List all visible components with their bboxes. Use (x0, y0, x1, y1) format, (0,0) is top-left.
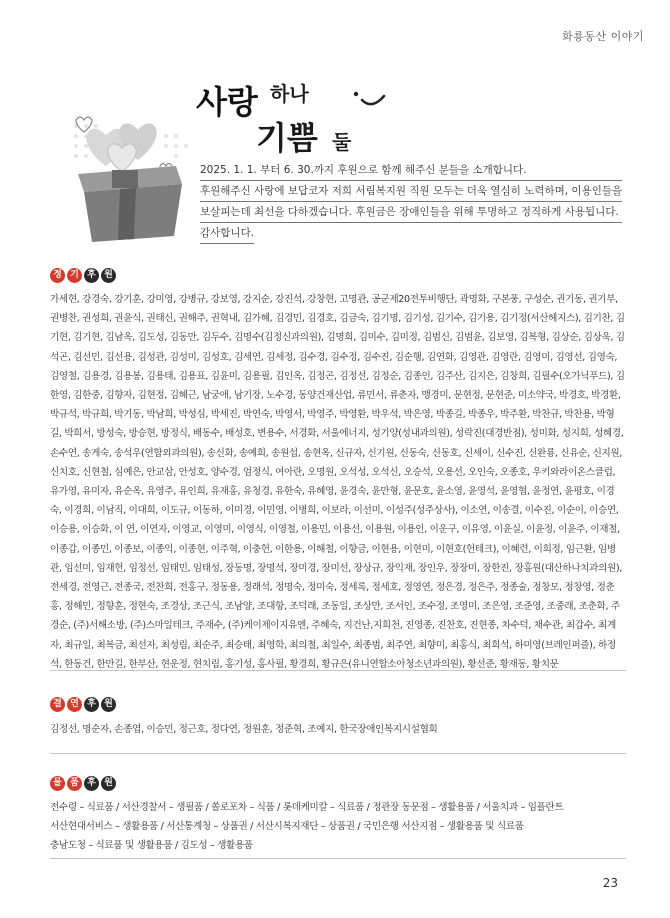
heading-char: 연 (67, 697, 82, 712)
title-word-joy: 기쁨 (256, 119, 318, 157)
heading-char: 정 (50, 268, 65, 283)
intro-line: 후원해주신 사랑에 보답코자 저희 서림복지원 직원 모두는 더욱 열심히 노력하며, 이용인들을 (200, 181, 622, 202)
heading-char: 후 (84, 697, 99, 712)
goods-donor-list (50, 798, 626, 856)
intro-line: 감사합니다. (200, 223, 254, 244)
section-divider (50, 858, 626, 859)
section-divider (50, 753, 626, 754)
magazine-label: 화룡동산 이야기 (562, 30, 644, 43)
title-word-two: 둘 (332, 130, 352, 154)
heading-char: 원 (101, 776, 116, 791)
section-divider (50, 670, 626, 671)
heading-char: 기 (67, 268, 82, 283)
goods-line: 전수령 – 식료품 / 서산경찰서 – 생필품 / 쏠로포차 – 식품 / 롯데케미칼 – 식료품 / 정관장 동문점 – 생활용품 / 서울치과 – 임플란트 (50, 802, 564, 813)
page-number: 23 (602, 876, 618, 890)
gift-box-illustration (56, 96, 196, 246)
title-word-love: 사랑 (196, 83, 258, 121)
heading-char: 후 (84, 776, 99, 791)
intro-paragraph (200, 160, 622, 244)
goods-donation-heading (50, 776, 118, 791)
smile-icon (350, 88, 390, 114)
linked-donation-heading (50, 697, 118, 712)
regular-donor-list: 가세현, 강경숙, 강기훈, 강미영, 강병규, 강보영, 강지순, 강진석, 강창현, 고명관, 공군제20전투비행단, 곽명화, 구본풍, 구성순, 권기동, 권기부, 권병찬, 권성희, 권윤식, 권태신, 권해주, 권혁내, 김가혜, 김경민, 김경호, 김금숙, 김기명, 김기성, 김기수, 김기용, 김기정(서산헤지스), 김기찬, 김기현, 김기현, 김남옥, 김도성, 김동만, 김두수, 김명수(김정신과의원), 김명희, 김미수, 김미정, 김범신, 김범윤, 김보영, 김복형, 김상순, 김상욱, 김석곤, 김선민, 김선용, 김성관, 김성미, 김성호, 김세연, 김세정, 김수경, 김수정, 김수진, 김순행, 김연화, 김영관, 김영란, 김영미, 김영선, 김영숙, 김영철, 김용경, 김용봉, 김용태, 김용표, 김윤미, 김용필, 김인옥, 김정곤, 김정선, 김정순, 김종인, 김주산, 김지은, 김창희, 김필수(오가닉푸드), 김한영, 김한중, 김향자, 김현정, 김혜근, 남궁애, 남기장, 노수경, 동양건재산업, 류민서, 류춘자, 맹경미, 문현정, 문현준, 미소약국, 박경호, 박경환, 박규석, 박규희, 박기동, 박남희, 박성심, 박세진, 박연숙, 박영서, 박영주, 박영환, 박우석, 박은영, 박종길, 박종우, 박주환, 박찬규, 박찬용, 박형길, 박희서, 방성숙, 방승현, 방정식, 배동수, 배성호, 변용수, 서경화, 서울에너지, 성기양(성내과의원), 성락진(대경반점), 성미화, 성지희, 성혜경, 손수연, 송게숙, 송석우(연합외과의원), 송신화, 송예희, 송원섭, 송현옥, 신규자, 신기원, 신동숙, 신동호, 신세이, 신수진, 신완룡, 신유순, 신지원, 신치호, 신현철, 심예은, 안교삼, 안성호, 양수경, 엄정식, 여아란, 오명원, 오석성, 오석신, 오승석, 오용선, 오인숙, 오종호, 우키와라이온스클럽, 유가영, 유미자, 유순옥, 유영주, 유인희, 유재홍, 유청경, 유한숙, 유혜영, 윤경숙, 윤만형, 윤문호, 윤소영, 윤영석, 윤영협, 윤정연, 윤평호, 이경숙, 이경희, 이남직, 이대희, 이도규, 이동하, 이미경, 이민영, 이병희, 이보라, 이선미, 이성주(성주상사), 이소연, 이송결, 이수진, 이순이, 이승연, 이승용, 이승화, 이 연, 이연자, 이영교, 이영미, 이영식, 이영철, 이용민, 이용선, 이용원, 이용인, 이운구, 이유영, 이윤실, 이윤정, 이윤주, 이재철, 이종갑, 이종민, 이종보, 이종익, 이종현, 이주혁, 이충헌, 이한용, 이해철, 이향금, 이현용, 이현미, 이현호(헌테크), 이혜련, 이희정, 임근환, 임병관, 임선미, 임재헌, 임정선, 임태민, 임태성, 장동명, 장명석, 장미경, 장미선, 장상규, 장익재, 장인우, 장장미, 장한진, 장홍원(대산하나치과의원), 전세경, 전영근, 전종국, 전찬희, 전홍구, 정동용, 정래석, 정명숙, 정미숙, 정세록, 정세호, 정영연, 정은경, 정은주, 정종술, 정창모, 정창영, 정춘홍, 정해민, 정향훈, 정현숙, 조경상, 조근식, 조남양, 조대항, 조덕래, 조동일, 조상만, 조서인, 조수정, 조영미, 조은영, 조준영, 조중래, 조춘화, 주경순, (주)서해소방, (주)스마일테크, 주재수, (주)케이제이지유엔, 주혜숙, 지건난,지희천, 진영종, 진찬호, 진현종, 차수덕, 채수관, 최갑수, 최계자, 최규일, 최복금, 최선자, 최성림, 최순주, 최승태, 최영학, 최의철, 최일수, 최종범, 최주연, 최향미, 최홍식, 최희석, 하미영(브레인퍼즐), 하정석, 한동건, 한만길, 한부산, 현운정, 현치림, 홍기성, 홍사필, 황경희, 황규은(유니연합소아청소년과의원), 황선준, 황재동, 황치문 (50, 294, 625, 670)
regular-donation-heading (50, 268, 118, 283)
intro-line: 보살피는데 최선을 다하겠습니다. 후원금은 장애인들을 위해 투명하고 정직하게 사용됩니다. (200, 202, 622, 223)
heading-char: 물 (50, 776, 65, 791)
goods-line: 충남도청 – 식료품 및 생활용품 / 김도성 – 생활용품 (50, 840, 253, 852)
intro-line: 2025. 1. 1. 부터 6. 30.까지 후원으로 함께 해주신 분들을 소개합니다. (200, 160, 622, 181)
linked-donor-list: 김정선, 명순자, 손종엽, 이승민, 정근호, 정다연, 정원훈, 정준혁, 조예지, 한국장애인복지시설협회 (50, 724, 438, 735)
heading-char: 원 (101, 268, 116, 283)
title-word-one: 하나 (270, 82, 309, 106)
heading-char: 품 (67, 776, 82, 791)
heading-char: 후 (84, 268, 99, 283)
heading-char: 결 (50, 697, 65, 712)
goods-line: 서산현대서비스 – 생활용품 / 서산통계청 – 상품권 / 서산시복지재단 – 상품권 / 국민은행 서산지점 – 생활용품 및 식료품 (50, 821, 524, 833)
heading-char: 원 (101, 697, 116, 712)
